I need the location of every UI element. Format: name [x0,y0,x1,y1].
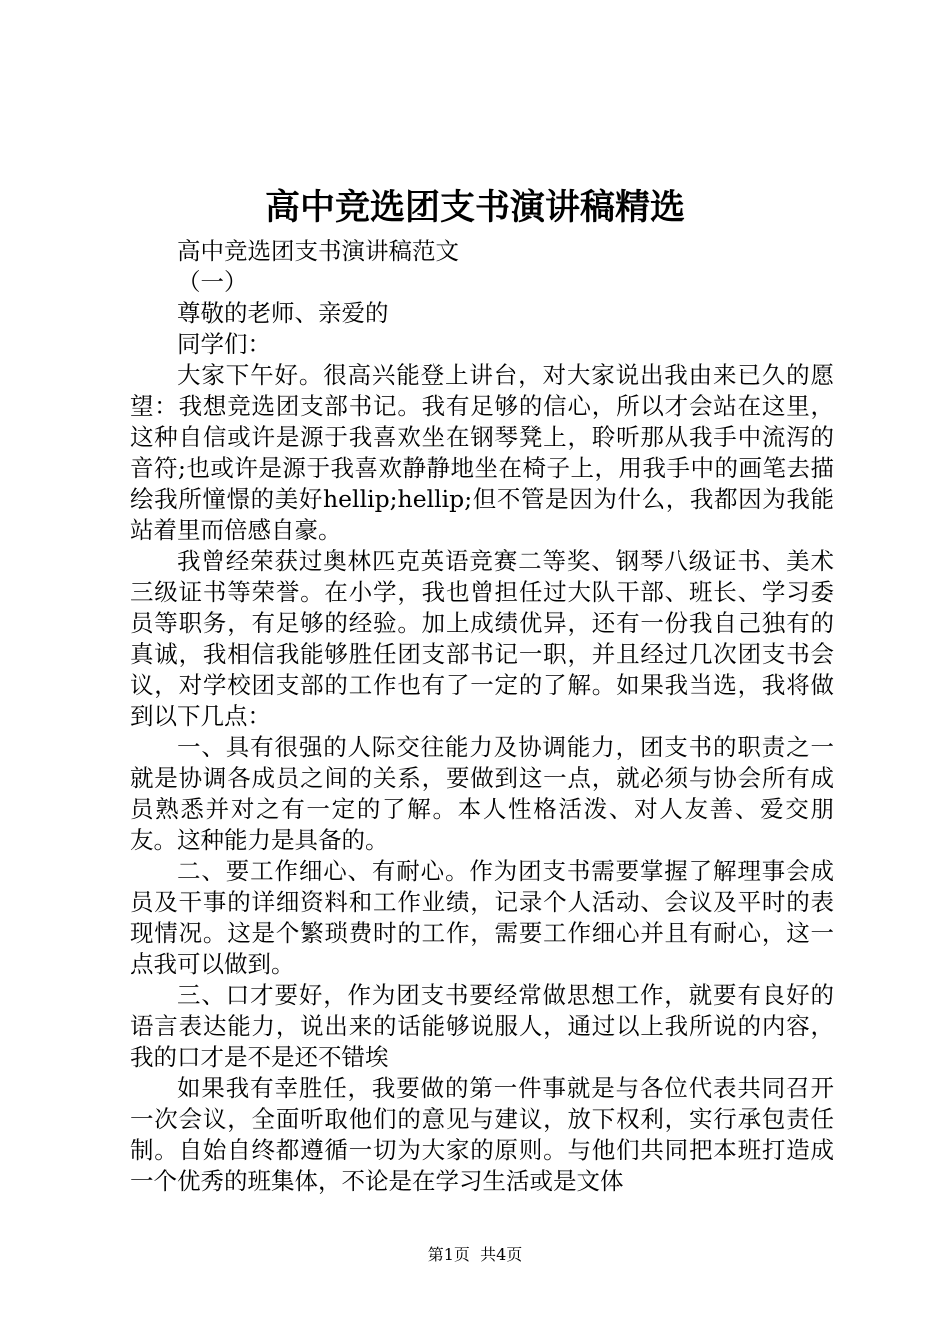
body-paragraph: 三、口才要好，作为团支书要经常做思想工作，就要有良好的语言表达能力，说出来的话能够说服人，通过以上我所说的内容，我的口才是不是还不错埃 [130,981,834,1071]
body-paragraph: 大家下午好。很高兴能登上讲台，对大家说出我由来已久的愿望：我想竞选团支部书记。我有足够的信心，所以才会站在这里，这种自信或许是源于我喜欢坐在钢琴凳上，聆听那从我手中流泻的音符;也或许是源于我喜欢静静地坐在椅子上，用我手中的画笔去描绘我所憧憬的美好hellip;hellip;但不管是因为什么，我都因为我能站着里而倍感自豪。 [130,361,834,544]
page-footer [0,1244,950,1266]
document-title: 高中竞选团支书演讲稿精选 [264,187,685,228]
body-paragraph: 一、具有很强的人际交往能力及协调能力，团支书的职责之一就是协调各成员之间的关系，要做到这一点，就必须与协会所有成员熟悉并对之有一定的了解。本人性格活泼、对人友善、爱交朋友。这种能力是具备的。 [130,733,834,854]
page-number-label: 第1页 共4页 [427,1245,523,1264]
subtitle-paragraph: 高中竞选团支书演讲稿范文 [177,237,459,265]
body-paragraph: 我曾经荣获过奥林匹克英语竞赛二等奖、钢琴八级证书、美术三级证书等荣誉。在小学，我也曾担任过大队干部、班长、学习委员等职务，有足够的经验。加上成绩优异，还有一份我自己独有的真诚，我相信我能够胜任团支部书记一职，并且经过几次团支书会议，对学校团支部的工作也有了一定的了解。如果我当选，我将做到以下几点： [130,547,834,730]
body-paragraph: 如果我有幸胜任，我要做的第一件事就是与各位代表共同召开一次会议，全面听取他们的意见与建议，放下权利，实行承包责任制。自始自终都遵循一切为大家的原则。与他们共同把本班打造成一个优秀的班集体，不论是在学习生活或是文体 [130,1074,834,1195]
salutation-line-1: 尊敬的老师、亲爱的 [177,299,389,327]
body-paragraph: 二、要工作细心、有耐心。作为团支书需要掌握了解理事会成员及干事的详细资料和工作业绩，记录个人活动、会议及平时的表现情况。这是个繁琐费时的工作，需要工作细心并且有耐心，这一点我可以做到。 [130,857,834,978]
section-number-paragraph: （一） [177,268,248,296]
salutation-line-2: 同学们： [177,330,271,358]
document-body [130,236,834,1197]
